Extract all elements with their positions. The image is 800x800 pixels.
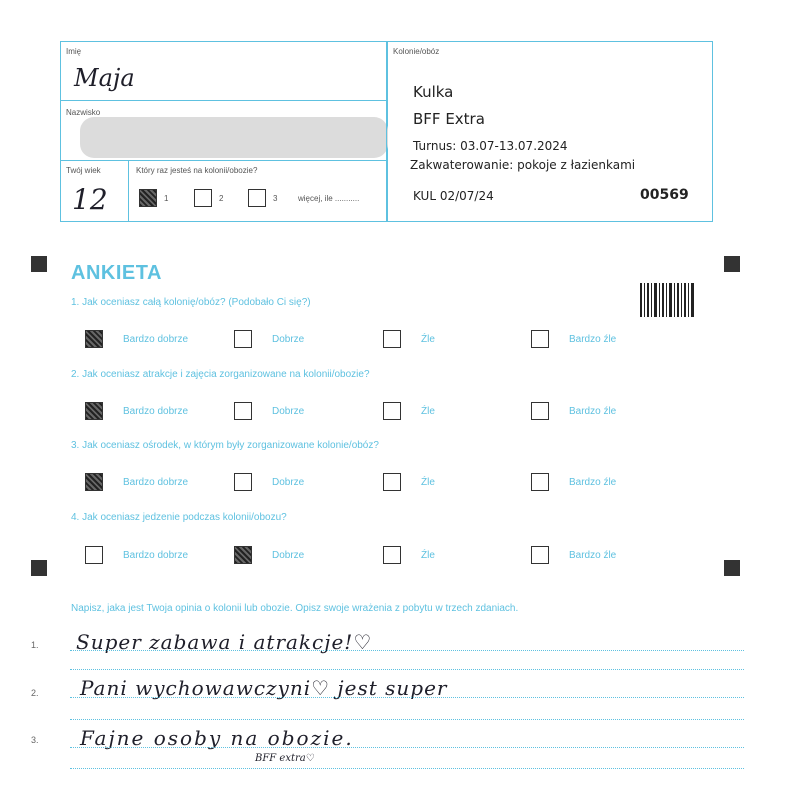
- registration-marker-br: [724, 560, 740, 576]
- question-1-option-2: Dobrze: [272, 334, 305, 345]
- question-4-checkbox-3[interactable]: [383, 546, 401, 564]
- opinion-note: BFF extra♡: [255, 753, 315, 764]
- opinion-rule-1b: [70, 669, 744, 670]
- camp-name: Kulka: [413, 83, 454, 101]
- survey-title: ANKIETA: [71, 262, 162, 284]
- kolonie-label: Kolonie/obóz: [393, 47, 440, 56]
- header-divider-2: [60, 160, 387, 161]
- ktory-option-2: 2: [219, 194, 224, 203]
- question-2-option-4: Bardzo źle: [569, 406, 617, 417]
- question-3-checkbox-2[interactable]: [234, 473, 252, 491]
- opinion-rule-2b: [70, 719, 744, 720]
- question-2-checkbox-3[interactable]: [383, 402, 401, 420]
- opinion-rule-3b: [70, 768, 744, 769]
- imie-label: Imię: [66, 47, 82, 56]
- ktory-checkbox-3[interactable]: [248, 189, 266, 207]
- registration-marker-tr: [724, 256, 740, 272]
- opinion-number-2: 2.: [31, 688, 39, 698]
- question-1-option-4: Bardzo źle: [569, 334, 617, 345]
- ktory-option-1: 1: [164, 194, 169, 203]
- header-divider-3: [128, 160, 129, 221]
- question-4-option-4: Bardzo źle: [569, 550, 617, 561]
- question-2-checkbox-4[interactable]: [531, 402, 549, 420]
- question-4-checkbox-1[interactable]: [85, 546, 103, 564]
- zakwaterowanie: Zakwaterowanie: pokoje z łazienkami: [410, 158, 636, 172]
- question-2-checkbox-1[interactable]: [85, 402, 103, 420]
- opinion-number-1: 1.: [31, 640, 39, 650]
- nazwisko-redacted: [80, 117, 388, 158]
- wiek-label: Twój wiek: [66, 166, 101, 175]
- question-4-option-3: Źle: [421, 550, 435, 561]
- question-2-checkbox-2[interactable]: [234, 402, 252, 420]
- question-3-checkbox-3[interactable]: [383, 473, 401, 491]
- question-1-checkbox-4[interactable]: [531, 330, 549, 348]
- opinion-rule-2: [70, 697, 744, 698]
- question-1-text: 1. Jak oceniasz całą kolonię/obóz? (Podobało Ci się?): [71, 297, 311, 308]
- question-4-text: 4. Jak oceniasz jedzenie podczas kolonii/obozu?: [71, 512, 287, 523]
- question-3-option-3: Źle: [421, 477, 435, 488]
- ktory-option-more: więcej, ile ...........: [298, 194, 360, 203]
- camp-code: KUL 02/07/24: [413, 189, 494, 203]
- ktory-checkbox-1[interactable]: [139, 189, 157, 207]
- opinion-line-1[interactable]: Super zabawa i atrakcje!♡: [76, 630, 373, 654]
- opinion-rule-3: [70, 747, 744, 748]
- question-1-checkbox-3[interactable]: [383, 330, 401, 348]
- question-4-checkbox-2[interactable]: [234, 546, 252, 564]
- question-3-option-2: Dobrze: [272, 477, 305, 488]
- question-4-option-1: Bardzo dobrze: [123, 550, 189, 561]
- ktory-label: Który raz jesteś na kolonii/obozie?: [136, 166, 258, 175]
- registration-marker-bl: [31, 560, 47, 576]
- barcode: [640, 283, 694, 317]
- question-4-checkbox-4[interactable]: [531, 546, 549, 564]
- question-3-option-4: Bardzo źle: [569, 477, 617, 488]
- question-1-option-3: Źle: [421, 334, 435, 345]
- opinion-prompt: Napisz, jaka jest Twoja opinia o kolonii lub obozie. Opisz swoje wrażenia z pobytu w trzech zdaniach.: [71, 603, 519, 614]
- question-3-checkbox-1[interactable]: [85, 473, 103, 491]
- question-2-text: 2. Jak oceniasz atrakcje i zajęcia zorganizowane na kolonii/obozie?: [71, 369, 370, 380]
- imie-value: Maja: [74, 64, 135, 92]
- question-2-option-3: Źle: [421, 406, 435, 417]
- question-2-option-1: Bardzo dobrze: [123, 406, 189, 417]
- camp-program: BFF Extra: [413, 110, 485, 128]
- turnus: Turnus: 03.07-13.07.2024: [413, 139, 568, 153]
- question-3-option-1: Bardzo dobrze: [123, 477, 189, 488]
- question-1-option-1: Bardzo dobrze: [123, 334, 189, 345]
- nazwisko-label: Nazwisko: [66, 108, 101, 117]
- question-2-option-2: Dobrze: [272, 406, 305, 417]
- opinion-line-3[interactable]: Fajne osoby na obozie.: [80, 726, 354, 750]
- question-1-checkbox-2[interactable]: [234, 330, 252, 348]
- form-number: 00569: [640, 187, 689, 203]
- question-4-option-2: Dobrze: [272, 550, 305, 561]
- opinion-number-3: 3.: [31, 735, 39, 745]
- opinion-line-2[interactable]: Pani wychowawczyni♡ jest super: [80, 676, 448, 700]
- question-3-text: 3. Jak oceniasz ośrodek, w którym były zorganizowane kolonie/obóz?: [71, 440, 379, 451]
- opinion-rule-1: [70, 650, 744, 651]
- wiek-value: 12: [72, 183, 108, 216]
- header-divider-1: [60, 100, 387, 101]
- question-3-checkbox-4[interactable]: [531, 473, 549, 491]
- ktory-option-3: 3: [273, 194, 278, 203]
- registration-marker-tl: [31, 256, 47, 272]
- ktory-checkbox-2[interactable]: [194, 189, 212, 207]
- question-1-checkbox-1[interactable]: [85, 330, 103, 348]
